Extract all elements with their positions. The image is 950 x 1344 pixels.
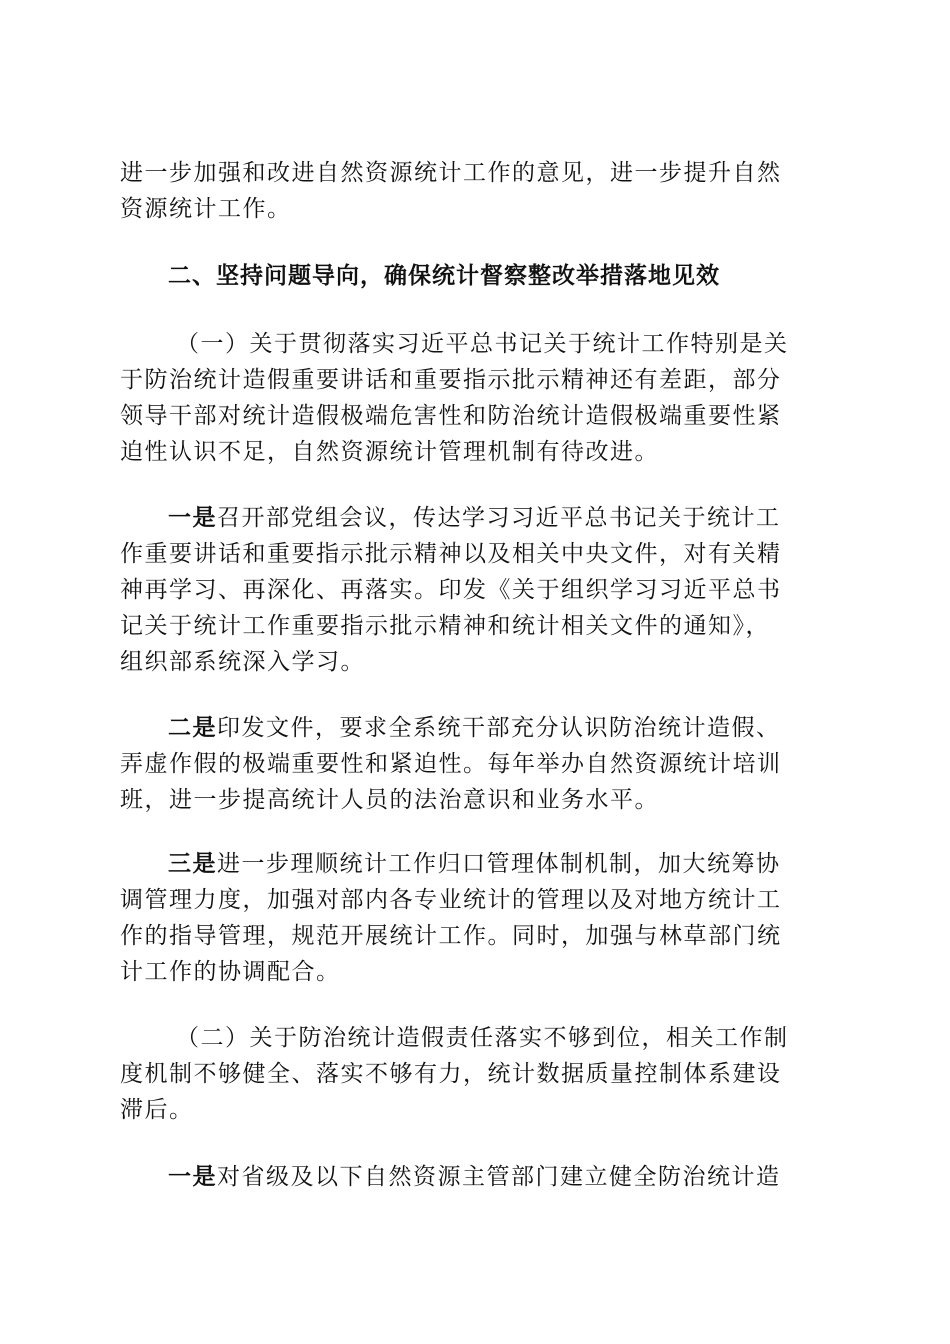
item-lead: 一是 xyxy=(168,505,217,531)
paragraph-continuation xyxy=(120,155,826,227)
subsection-1 xyxy=(120,326,826,470)
text-line: 弄虚作假的极端重要性和紧迫性。每年举办自然资源统计培训 xyxy=(120,751,782,777)
text-line: 资源统计工作。 xyxy=(120,196,292,222)
text-line: 班，进一步提高统计人员的法治意识和业务水平。 xyxy=(120,787,659,813)
item-text: 召开部党组会议，传达学习习近平总书记关于统计工 xyxy=(217,505,781,531)
text-line xyxy=(120,846,826,882)
text-line xyxy=(120,1159,826,1195)
text-line: 于防治统计造假重要讲话和重要指示批示精神还有差距，部分 xyxy=(120,367,782,393)
item-lead: 三是 xyxy=(168,851,217,877)
text-line: 迫性认识不足，自然资源统计管理机制有待改进。 xyxy=(120,439,659,465)
subsection-2 xyxy=(120,1020,826,1128)
item-text: 进一步理顺统计工作归口管理体制机制，加大统筹协 xyxy=(217,851,781,877)
text-line: 计工作的协调配合。 xyxy=(120,959,341,985)
item-text: 印发文件，要求全系统干部充分认识防治统计造假、 xyxy=(217,715,781,741)
text-line xyxy=(120,500,826,536)
text-line: 调管理力度，加强对部内各专业统计的管理以及对地方统计工 xyxy=(120,887,782,913)
text-line: 滞后。 xyxy=(120,1097,194,1123)
item-paragraph-1 xyxy=(120,500,826,680)
text-line: 神再学习、再深化、再落实。印发《关于组织学习习近平总书 xyxy=(120,577,782,603)
text-line: （一）关于贯彻落实习近平总书记关于统计工作特别是关 xyxy=(176,331,789,357)
item-lead: 一是 xyxy=(168,1164,217,1190)
item-paragraph-3 xyxy=(120,846,826,990)
item-paragraph-2 xyxy=(120,710,826,818)
text-line: 记关于统计工作重要指示批示精神和统计相关文件的通知》， xyxy=(120,613,770,639)
item-text: 对省级及以下自然资源主管部门建立健全防治统计造 xyxy=(217,1164,781,1190)
text-line: 作的指导管理，规范开展统计工作。同时，加强与林草部门统 xyxy=(120,923,782,949)
item-lead: 二是 xyxy=(168,715,217,741)
item-paragraph-4 xyxy=(120,1159,826,1195)
text-line: 作重要讲话和重要指示批示精神以及相关中央文件，对有关精 xyxy=(120,541,782,567)
text-line: 进一步加强和改进自然资源统计工作的意见，进一步提升自然 xyxy=(120,160,782,186)
text-line: （二）关于防治统计造假责任落实不够到位，相关工作制 xyxy=(176,1025,789,1051)
section-heading: 二、坚持问题导向，确保统计督察整改举措落地见效 xyxy=(168,263,720,289)
text-line: 领导干部对统计造假极端危害性和防治统计造假极端重要性紧 xyxy=(120,403,782,429)
text-line: 度机制不够健全、落实不够有力，统计数据质量控制体系建设 xyxy=(120,1061,782,1087)
text-line: 组织部系统深入学习。 xyxy=(120,649,365,675)
text-line xyxy=(120,710,826,746)
